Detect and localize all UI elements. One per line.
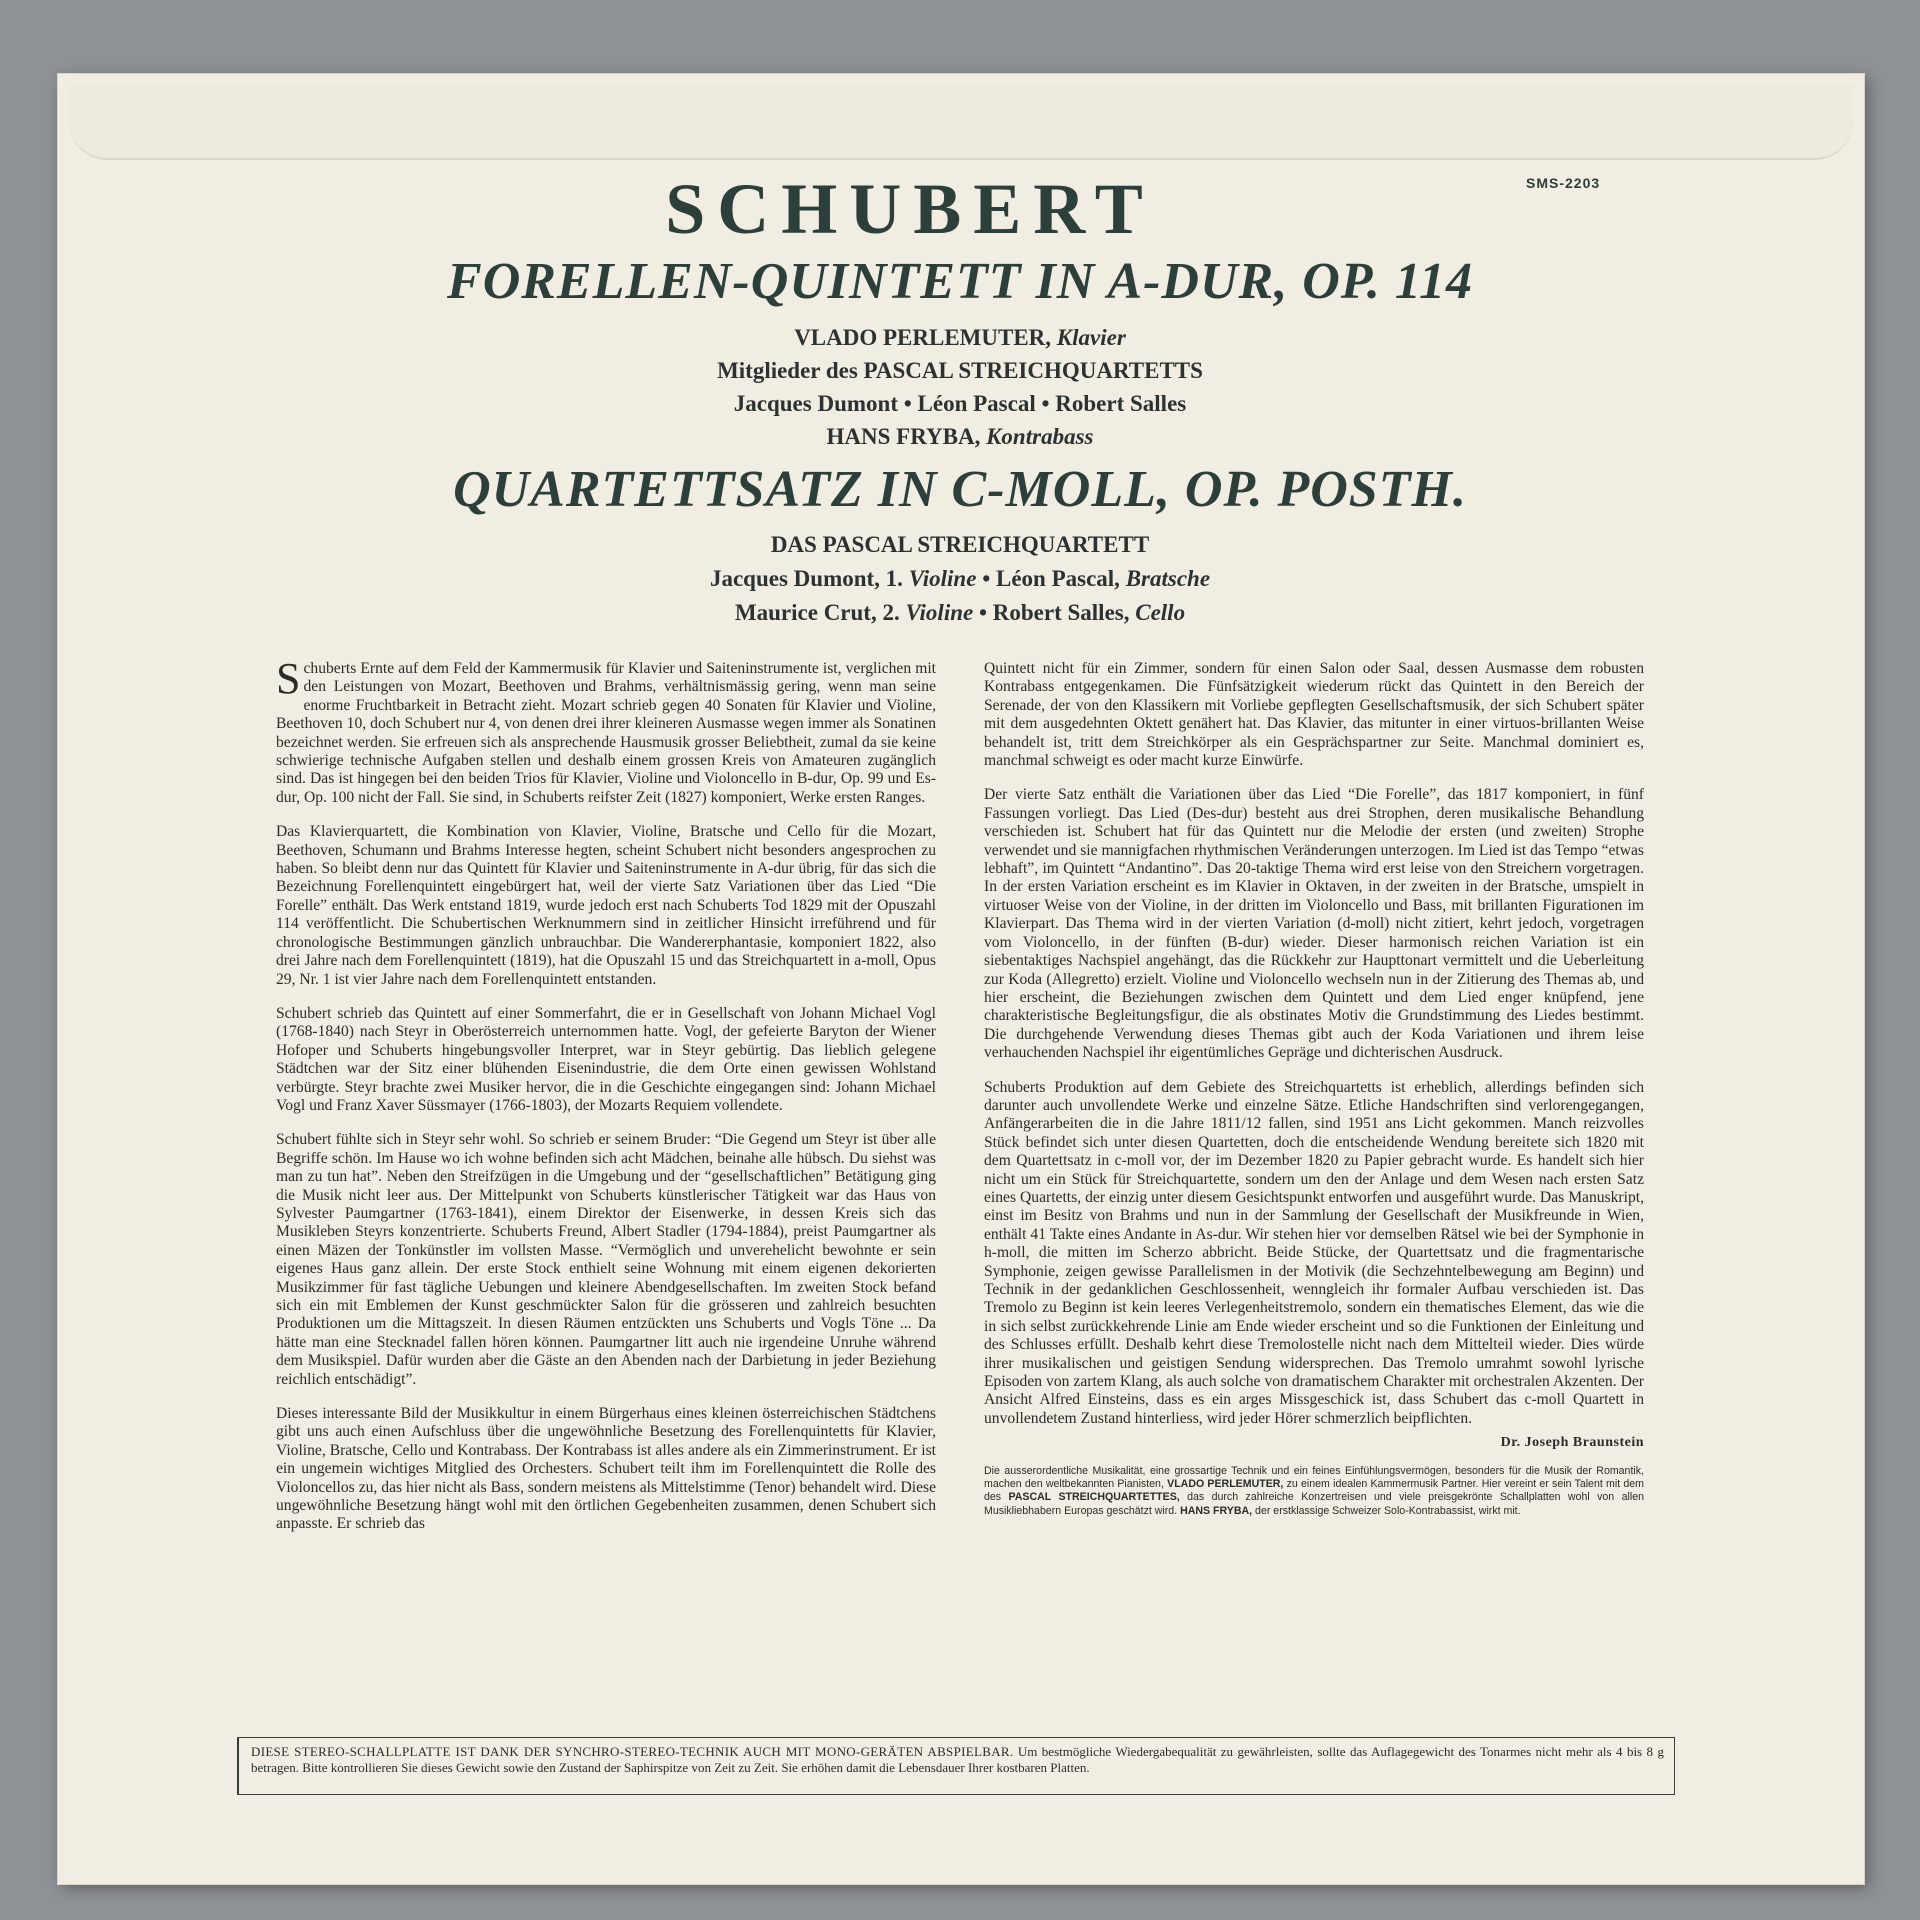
credit-pianist <box>360 325 1560 351</box>
credit-role: Violine <box>908 566 977 591</box>
work1-title: FORELLEN-QUINTETT IN A-DUR, OP. 114 <box>447 253 1473 310</box>
notice-text: Um bestmögliche Wiedergabequalität zu gewährleisten, sollte das Auflagegewicht des Tonarmes nicht mehr als 4 bis 8 g betragen. Bitte kontrollieren Sie dieses Gewicht sowie den Zustand der Saphirspitze von Zeit zu Zeit. Sie erhöhen damit die Lebensdauer Ihrer kostbaren Platten. <box>251 1744 1664 1775</box>
liner-paragraph: Schuberts Produktion auf dem Gebiete des Streichquartetts ist erheblich, allerdings befinden sich darunter auch unvollendete Werke und einzelne Sätze. Etliche Handschriften sind verlorengegangen, Anfängerarbeiten die in die Jahre 1811/12 fallen, sind 1951 ans Licht gekommen. Manch reizvolles Stück befindet sich unter diesen Quartetten, doch die entscheidende Wendung bereitete sich 1820 mit dem Quartettsatz in c-moll vor, der im Dezember 1820 zu Papier gebracht wurde. Es handelt sich hier nicht um ein Stück für Streichquartette, sondern um den der Anlage und dem Wesen nach ersten Satz eines Quartetts, der einzig unter diesem Gesichtspunkt entworfen und ausgeführt wurde. Das Manuskript, einst im Besitz von Brahms und nun in der Sammlung der Gesellschaft der Musikfreunde in Wien, enthält 41 Takte eines Andante in As-dur. Wir stehen hier vor demselben Rätsel wie bei der Symphonie in h-moll, die mitten im Scherzo abbricht. Beide Stücke, der Quartettsatz und die fragmentarische Symphonie, zeigen gewisse Parallelismen in der Motivik (die Sechzehntelbewegung am Beginn) und Technik in der gedanklichen Geschlossenheit, wenngleich ihr formaler Aufbau verschieden ist. Das Tremolo zu Beginn ist kein leeres Verlegenheitstremolo, sondern ein thematisches Element, das wie die in sich selbst zurückkehrende Linie am Ende wieder erscheint und so die Funktionen der Einleitung und des Schlusses erfüllt. Deshalb kehrt diese Tremolostelle nicht nach dem Mittelteil wieder. Dies würde ihrer musikalischen und geistigen Sendung widersprechen. Das Tremolo umrahmt sowohl lyrische Episoden von zartem Klang, als auch solche von dramatischem Charakter mit orchestralen Akzenten. Der Ansicht Alfred Einsteins, dass es ein arges Missgeschick ist, dass Schubert das c-moll Quartett in unvollendetem Zustand hinterliess, wird jeder Hörer schmerzlich beipflichten. <box>984 1078 1644 1427</box>
liner-notes-right-column <box>984 660 1644 1518</box>
liner-paragraph: Schubert schrieb das Quintett auf einer Sommerfahrt, die er in Gesellschaft von Johann Michael Vogl (1768-1840) nach Steyr in Oberösterreich unternommen hatte. Vogl, der gefeierte Baryton der Wiener Hofoper und Schuberts hingebungsvoller Interpret, war in Steyr gebürtig. Das lieblich gelegene Städtchen war der Sitz einer blühenden Eisenindustrie, die dem Orte einen gewissen Wohlstand verbürgte. Steyr brachte zwei Musiker hervor, die in die Geschichte eingegangen sind: Johann Michael Vogl und Franz Xaver Süssmayer (1766-1803), der Mozarts Requiem vollendete. <box>276 1004 936 1114</box>
credit-role: Cello <box>1135 600 1186 625</box>
drop-cap: S <box>276 654 301 703</box>
playback-notice <box>237 1737 1675 1795</box>
notice-heading: DIESE STEREO-SCHALLPLATTE IST DANK DER SYNCHRO-STEREO-TECHNIK AUCH MIT MONO-GERÄTEN ABSPIELBAR. <box>251 1744 1014 1759</box>
credit-text: Maurice Crut, 2. <box>734 600 900 625</box>
bio-text: das durch zahlreiche Konzertreisen und viele preisgekrönte Schallplatten wohl von allen Musikliebhabern Europas geschätzt wird. <box>984 1491 1644 1517</box>
credit-members: Mitglieder des PASCAL STREICHQUARTETTS <box>717 358 1203 383</box>
work2-title: QUARTETTSATZ IN C-MOLL, OP. POSTH. <box>453 461 1467 518</box>
bio-text: zu einem idealen Kammermusik Partner. Hier vereint er sein Talent mit dem des <box>984 1478 1644 1504</box>
liner-paragraph: Schubert fühlte sich in Steyr sehr wohl. So schrieb er seinem Bruder: “Die Gegend um Steyr ist über alle Begriffe schön. Im Hause wo ich wohne befinden sich acht Mädchen, beinahe alle hübsch. Du siehst was man zu tun hat”. Neben den Streifzügen in die Umgebung und der “gesellschaftlichen” Betätigung ging die Musik nicht leer aus. Der Mittelpunkt von Schuberts künstlerischer Tätigkeit war das Haus von Sylvester Paumgartner (1763-1841), einem Direktor der Eisenwerke, in dessen Kreis sich das Musikleben Steyrs konzentrierte. Schuberts Freund, Albert Stadler (1794-1884), preist Paumgartner als einen Mäzen der Tonkünstler im vollsten Masse. “Vermöglich und unverehelicht bewohnte er sein eigenes Haus ganz allein. Der erste Stock enthielt seine Wohnung mit einem eigenen dekorierten Musikzimmer für fast tägliche Uebungen und kleinere Abendgesellschaften. Im zweiten Stock befand sich ein mit Emblemen der Kunst geschmückter Salon für die grösseren und zahlreich besuchten Produktionen um die Mittagszeit. In diesen Räumen entzückten uns Schuberts und Vogls Töne ... Da hätte man eine Stecknadel fallen hören können. Paumgartner litt auch nie irgendeine Unruhe während dem Musikspiel. Dafür wurden aber die Gäste an den Abenden nach der Darbietung in jeder Beziehung reichlich entschädigt”. <box>276 1131 936 1388</box>
liner-paragraph: Quintett nicht für ein Zimmer, sondern für einen Salon oder Saal, dessen Ausmasse dem robusten Kontrabass entgegenkamen. Die Fünfsätzigkeit wiederum rückt das Quintett in den Bereich der Serenade, der von den Klassikern mit Vorliebe gepflegten Gesellschaftsmusik, der sich Schubert später mit dem ausgedehnten Oktett genähert hat. Das Klavier, das mitunter in einer virtuos-brillanten Weise behandelt ist, tritt dem Streichkörper als ein Gesprächspartner zur Seite. Manchmal dominiert es, manchmal schweigt es oder macht kurze Einwürfe. <box>984 660 1644 770</box>
liner-paragraph: Das Klavierquartett, die Kombination von Klavier, Violine, Bratsche und Cello für die Mozart, Beethoven, Schumann und Brahms Interesse hegten, scheint Schubert nicht besonders angesprochen zu haben. So bleibt denn nur das Quintett für Klavier und Saiteninstrumente in A-dur übrig, für das sich die Bezeichnung Forellenquintett eingebürgert hat, weil der vierte Satz Variationen über das Lied “Die Forelle” enthält. Das Werk entstand 1819, wurde jedoch erst nach Schuberts Tod 1829 mit der Opuszahl 114 veröffentlicht. Die Schubertischen Werknummern sind in zeitlicher Hinsicht irreführend und für chronologische Bestimmungen gänzlich unbrauchbar. Die Wandererphantasie, komponiert 1822, also drei Jahre nach dem Forellenquintett (1819), hat die Opuszahl 15 und das Streichquartett in a-moll, Opus 29, Nr. 1 ist vier Jahre nach dem Forellenquintett entstanden. <box>276 823 936 988</box>
liner-paragraph: Dieses interessante Bild der Musikkultur in einem Bürgerhaus eines kleinen österreichischen Städtchens gibt uns auch einen Aufschluss über die ungewöhnliche Besetzung des Forellenquintetts für Klavier, Violine, Bratsche, Cello und Kontrabass. Der Kontrabass ist alles andere als ein Zimmerinstrument. Er ist ein ungemein wichtiges Mitglied des Orchesters. Schubert teilt ihm im Forellenquintett die Rolle des Violoncellos zu, das hier nicht als Bass, sondern meistens als Mittelstimme (Tenor) behandelt wird. Diese ungewöhnliche Besetzung hängt wohl mit den örtlichen Gegebenheiten zusammen, denen Schubert sich anpasste. Er schrieb das <box>276 1405 936 1533</box>
credit-bassist <box>360 424 1560 450</box>
liner-notes-left-column <box>276 654 936 1550</box>
credit-role: Klavier <box>1056 325 1126 350</box>
bio-name: HANS FRYBA, <box>1180 1504 1253 1517</box>
credit-role: Bratsche <box>1125 566 1211 591</box>
bio-text: Die ausserordentliche Musikalität, eine grossartige Technik und ein feines Einfühlungsvermögen, besonders für die Musik der Romantik, machen den weltbekannten Pianisten, <box>984 1464 1644 1491</box>
credit-name: HANS FRYBA, <box>826 424 981 449</box>
credit-quartet-names: Jacques Dumont • Léon Pascal • Robert Salles <box>733 391 1187 416</box>
credit-text: • Léon Pascal, <box>982 566 1120 591</box>
liner-paragraph: Der vierte Satz enthält die Variationen über das Lied “Die Forelle”, das 1817 komponiert, in fünf Fassungen vorliegt. Das Lied (Des-dur) besteht aus drei Strophen, deren musikalische Behandlung verschieden ist. Schubert hat für das Quintett nur die Melodie der ersten (und zweiten) Strophe verwendet und sie mannigfachen rhythmischen Veränderungen unterzogen. Im Lied ist das Tempo “etwas lebhaft”, im Quintett “Andantino”. Das 20-taktige Thema wird erst leise von den Streichern vorgetragen. In der ersten Variation erscheint es im Klavier in Oktaven, in der zweiten in der Bratsche, umspielt in virtuoser Weise von der Violine, in der dritten im Violoncello und Bass, mit brillanten Figurationen im Klavierpart. Das Thema wird in der vierten Variation (d-moll) nicht zitiert, kehrt jedoch, vorgetragen vom Violoncello, in der fünften (B-dur) wieder. Dieser harmonisch reichen Variation ist ein siebentaktiges Nachspiel angehängt, das die Rückkehr zur Haupttonart vermittelt und die Ueberleitung zur Koda (Allegretto) erzielt. Violine und Violoncello wechseln nun in der Zitierung des Themas ab, und hier erscheint, die Beziehungen zwischen dem Quintett und dem Lied enger knüpfend, jene charakteristische Begleitungsfigur, die als obstinates Motiv die Grundstimmung des Liedes bestimmt. Die durchgehende Verwendung dieses Themas gibt auch der Koda Variationen und ihrem leise verhauchenden Nachspiel ihr eigentümliches Gepräge und dichterischen Ausdruck. <box>984 786 1644 1062</box>
performer-bio <box>984 1465 1644 1519</box>
credit-text: Jacques Dumont, 1. <box>709 566 903 591</box>
sleeve-flap <box>68 84 1854 160</box>
author-signature: Dr. Joseph Braunstein <box>1500 1435 1644 1451</box>
credit-violin2-cello <box>360 600 1560 626</box>
liner-paragraph <box>276 654 936 807</box>
credit-quartet: DAS PASCAL STREICHQUARTETT <box>770 532 1150 557</box>
credit-name: VLADO PERLEMUTER, <box>794 325 1052 350</box>
bio-name: VLADO PERLEMUTER, <box>1167 1478 1284 1491</box>
paragraph-text: chuberts Ernte auf dem Feld der Kammermusik für Klavier und Saiteninstrumente ist, verglichen mit den Leistungen von Mozart, Beethoven und Brahms, verhältnismässig gering, wenn man seine enorme Fruchtbarkeit in Betracht zieht. Mozart schrieb gegen 40 Sonaten für Klavier und Violine, Beethoven 10, doch Schubert nur 4, von denen drei ihrer kleineren Ausmasse wegen immer als Sonatinen bezeichnet werden. Sie erfreuen sich als ansprechende Hausmusik grosser Beliebtheit, zumal da sie keine schwierige technische Aufgaben stellen und deshalb einem grossen Kreis von Amateuren zugänglich sind. Das ist hingegen bei den beiden Trios für Klavier, Violine und Violoncello in B-dur, Op. 99 und Es-dur, Op. 100 nicht der Fall. Sie sind, in Schuberts reifster Zeit (1827) komponiert, Werke ersten Ranges. <box>276 660 936 806</box>
catalog-number: SMS-2203 <box>1526 175 1601 191</box>
credit-role: Violine <box>905 600 974 625</box>
bio-text: der erstklassige Schweizer Solo-Kontrabassist, wirkt mit. <box>1255 1504 1521 1517</box>
credit-role: Kontrabass <box>986 424 1094 449</box>
composer-title: SCHUBERT <box>665 169 1155 249</box>
bio-name: PASCAL STREICHQUARTETTES, <box>1008 1491 1180 1504</box>
credit-violin1-viola <box>360 566 1560 592</box>
credit-text: • Robert Salles, <box>978 600 1130 625</box>
